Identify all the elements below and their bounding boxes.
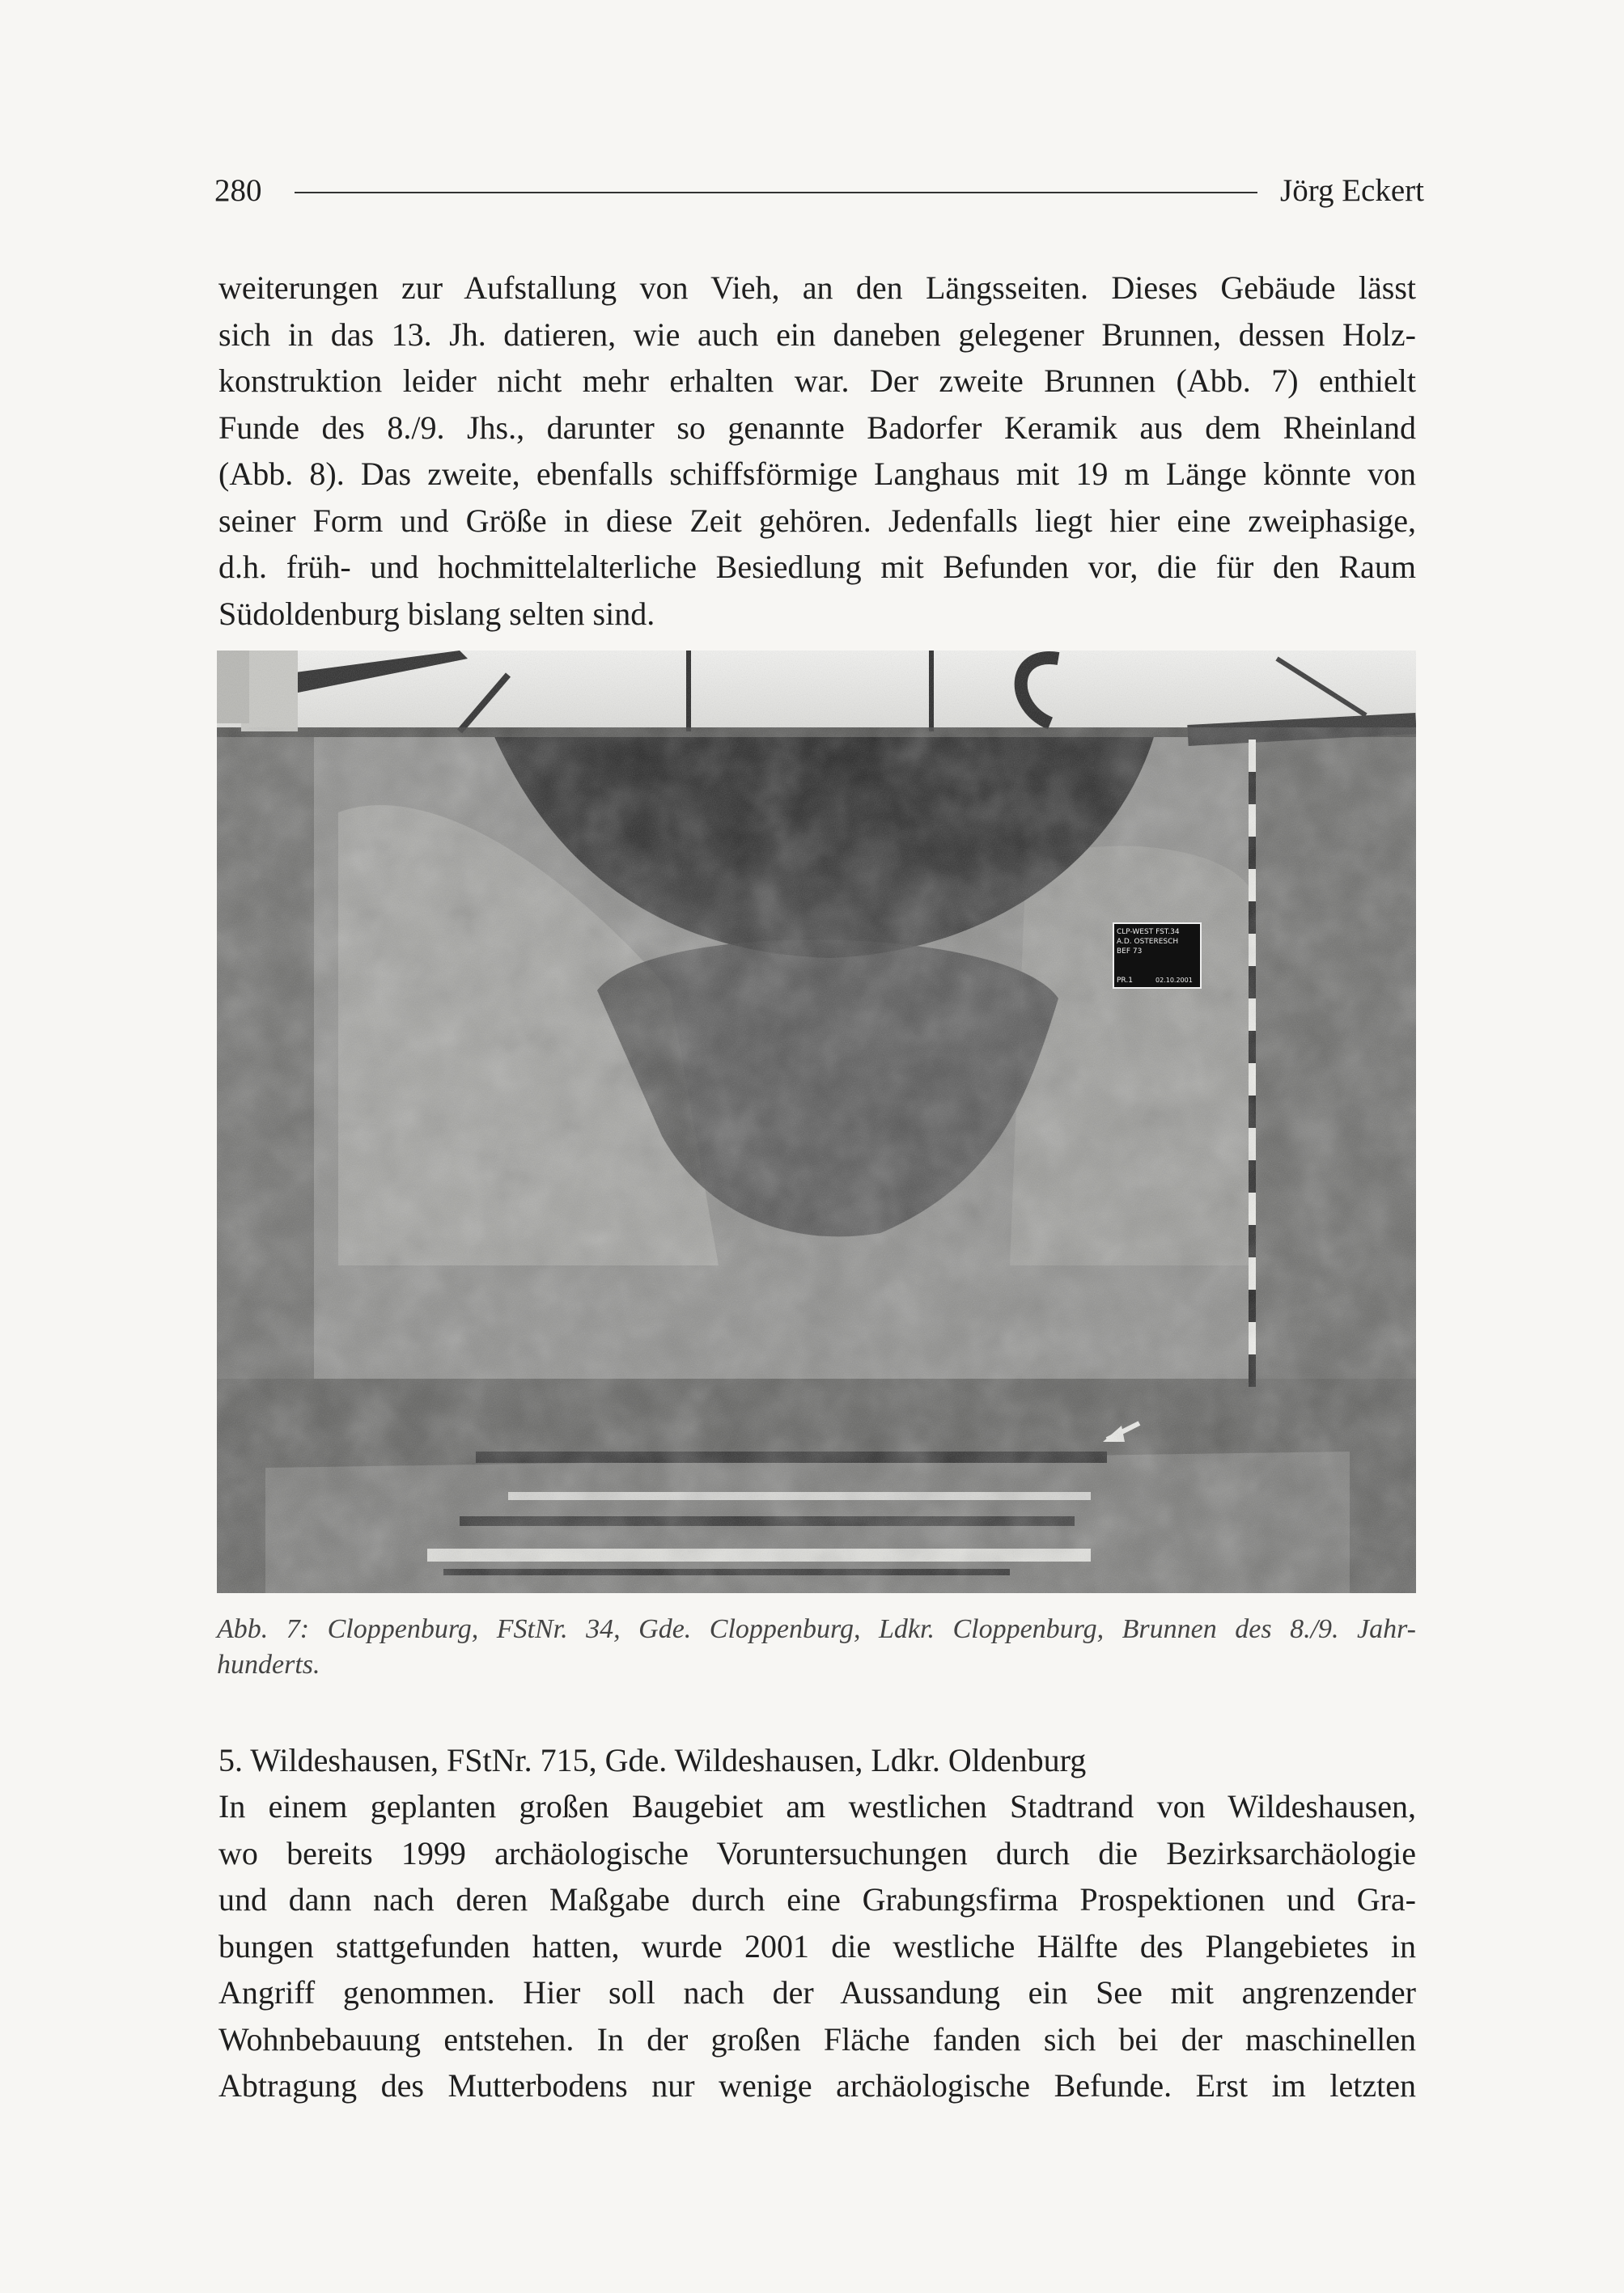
label-board-line4: PR.1: [1117, 977, 1133, 985]
excavation-photo: [217, 651, 1416, 1593]
paragraph-1-line: Südoldenburg bislang selten sind.: [218, 595, 655, 632]
running-header: [214, 166, 1424, 214]
label-board-line3: BEF 73: [1117, 947, 1143, 956]
paragraph-1-line: d.h. früh- und hochmittelalterliche Besiedlung mit Befunden vor, die für den Raum: [218, 549, 1416, 585]
label-board: [1113, 923, 1201, 988]
paragraph-1-line: Funde des 8./9. Jhs., darunter so genannte Badorfer Keramik aus dem Rheinland: [218, 409, 1416, 446]
caption-line: Abb. 7: Cloppenburg, FStNr. 34, Gde. Cloppenburg, Ldkr. Cloppenburg, Brunnen des 8./9. Jahr-: [217, 1614, 1416, 1644]
paragraph-1: [218, 265, 1416, 637]
section-title: 5. Wildeshausen, FStNr. 715, Gde. Wildeshausen, Ldkr. Oldenburg: [218, 1742, 1087, 1778]
paragraph-2: [218, 1783, 1416, 2109]
paragraph-2-line: Abtragung des Mutterbodens nur wenige archäologische Befunde. Erst im letzten: [218, 2067, 1416, 2104]
paragraph-1-line: seiner Form und Größe in diese Zeit gehören. Jedenfalls liegt hier eine zweiphasige,: [218, 502, 1416, 539]
running-author: Jörg Eckert: [1280, 172, 1424, 208]
label-board-line1: CLP-WEST FST.34: [1117, 928, 1180, 936]
paragraph-2-line: wo bereits 1999 archäologische Voruntersuchungen durch die Bezirksarchäologie: [218, 1834, 1416, 1871]
page-number: 280: [214, 172, 262, 208]
paragraph-1-line: konstruktion leider nicht mehr erhalten war. Der zweite Brunnen (Abb. 7) enthielt: [218, 362, 1416, 399]
paragraph-1-line: sich in das 13. Jh. datieren, wie auch ein daneben gelegener Brunnen, dessen Holz-: [218, 316, 1416, 353]
label-board-date: 02.10.2001: [1155, 977, 1193, 984]
paragraph-2-line: Angriff genommen. Hier soll nach der Aussandung ein See mit angrenzender: [218, 1974, 1416, 2011]
caption-line: hunderts.: [217, 1650, 320, 1680]
paragraph-2-line: In einem geplanten großen Baugebiet am westlichen Stadtrand von Wildeshausen,: [218, 1788, 1416, 1825]
header-rule: [295, 192, 1258, 193]
paragraph-2-line: und dann nach deren Maßgabe durch eine Grabungsfirma Prospektionen und Gra-: [218, 1881, 1416, 1918]
label-board-line2: A.D. OSTERESCH: [1117, 938, 1179, 946]
paragraph-2-line: Wohnbebauung entstehen. In der großen Fläche fanden sich bei der maschinellen: [218, 2020, 1416, 2058]
paragraph-2-line: bungen stattgefunden hatten, wurde 2001 die westliche Hälfte des Plangebietes in: [218, 1927, 1416, 1965]
paragraph-1-line: weiterungen zur Aufstallung von Vieh, an den Längsseiten. Dieses Gebäude lässt: [218, 269, 1416, 306]
figure-caption: [217, 1612, 1416, 1683]
paragraph-1-line: (Abb. 8). Das zweite, ebenfalls schiffsförmige Langhaus mit 19 m Länge könnte von: [218, 456, 1416, 492]
